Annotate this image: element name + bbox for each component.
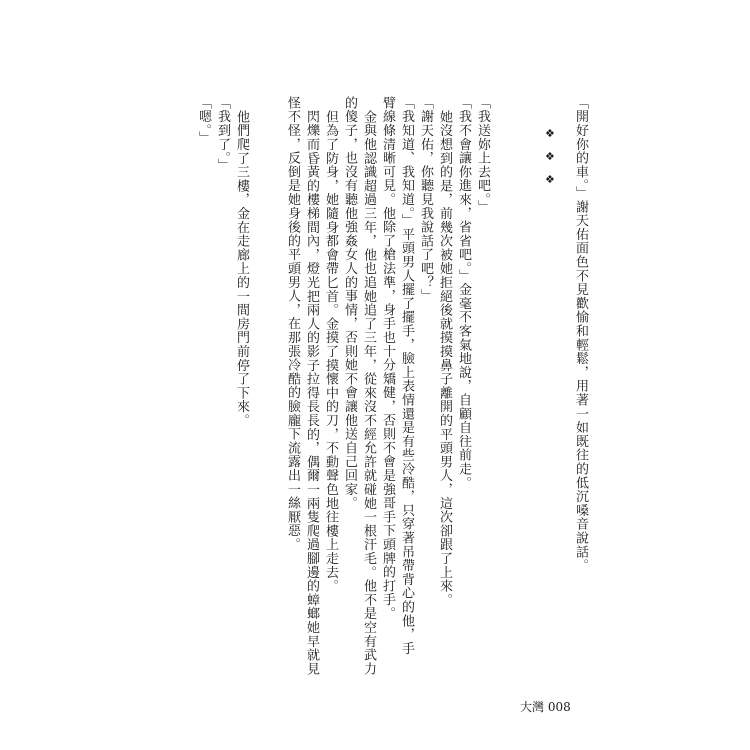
- text-line: 「我知道、我知道。」平頭男人擺了擺手，臉上表情還是有些冷酷，只穿著吊帶背心的他，手: [399, 96, 414, 656]
- section-ornament-icon: ❖: [545, 173, 555, 186]
- text-line: 金與他認識超過三年，他也追她追了三年，從來沒不經允許就碰她一根汗毛。他不是空有武力: [361, 110, 376, 676]
- text-line: 她沒想到的是，前幾次被她拒絕後就摸摸鼻子離開的平頭男人，這次卻跟了上來。: [437, 110, 452, 607]
- section-ornament-icon: ❖: [545, 127, 555, 140]
- section-ornament-icon: ❖: [545, 150, 555, 163]
- text-line: 臂線條清晰可見。他除了槍法準，身手也十分矯健，否則不會是強哥手下頭牌的打手。: [380, 96, 395, 621]
- text-line: 的傻子，也沒有聽他強姦女人的事情，否則她不會讓他送自己回家。: [342, 96, 357, 510]
- text-line: 「嗯。」: [196, 96, 211, 145]
- text-line: 「我不會讓你進來，省省吧。」金毫不客氣地說，自顧自往前走。: [456, 96, 471, 490]
- text-line: 怪不怪，反倒是她身後的平頭男人，在那張冷酷的臉龐下流露出一絲厭惡。: [285, 96, 300, 552]
- text-line: 但為了防身，她隨身都會帶匕首。金摸了摸懷中的刀，不動聲色地往樓上走去。: [323, 110, 338, 593]
- page-footer: 大灣 008: [520, 700, 571, 714]
- text-line: 閃爍而昏黃的樓梯間內，燈光把兩人的影子拉得長長的，偶爾一兩隻爬過腳邊的蟑螂她早就見: [304, 110, 319, 676]
- text-line: 「我送妳上去吧。」: [475, 96, 490, 214]
- text-line: 「開好你的車。」謝天佑面色不見歡愉和輕鬆，用著一如既往的低沉嗓音說話。: [573, 96, 588, 573]
- text-line: 他們爬了三樓，金在走廊上的一間房門前停了下來。: [234, 110, 249, 428]
- text-line: 「我到了。」: [215, 96, 230, 173]
- text-line: 「謝天佑，你聽見我說話了吧？」: [418, 96, 433, 303]
